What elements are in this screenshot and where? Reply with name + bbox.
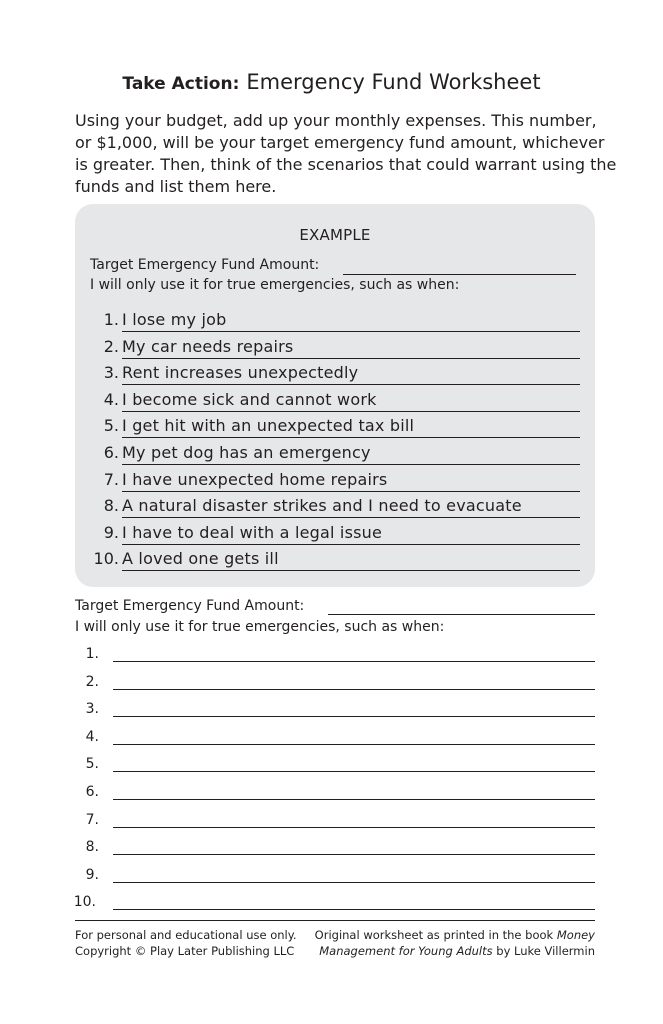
form-item-number: 8. <box>85 839 99 856</box>
example-item-line <box>122 437 580 438</box>
form-item-number: 9. <box>85 866 99 883</box>
title-main: Emergency Fund Worksheet <box>246 70 541 94</box>
form-item-field[interactable] <box>113 744 595 745</box>
example-item-text: My car needs repairs <box>122 336 294 356</box>
example-item-number: 3. <box>103 363 119 383</box>
form-item-number: 6. <box>85 784 99 800</box>
intro-paragraph <box>75 110 617 198</box>
form-target-label: Target Emergency Fund Amount: <box>75 598 305 614</box>
form-item-field[interactable] <box>113 771 595 772</box>
example-item-number: 6. <box>103 443 119 462</box>
form-item-field[interactable] <box>113 689 595 690</box>
example-item-number: 5. <box>103 416 119 436</box>
example-item-line <box>122 358 580 359</box>
example-item-number: 7. <box>103 469 119 489</box>
example-item-text: My pet dog has an emergency <box>122 443 371 462</box>
example-box <box>75 204 595 587</box>
example-item-text: A natural disaster strikes and I need to evacuate <box>122 496 522 516</box>
form-item-number: 4. <box>85 728 99 745</box>
form-item-field[interactable] <box>113 661 595 662</box>
example-item-line <box>122 411 580 412</box>
example-item-text: I have unexpected home repairs <box>122 469 388 489</box>
example-item-number: 4. <box>103 389 119 409</box>
example-item-text: A loved one gets ill <box>122 549 279 569</box>
form-item-field[interactable] <box>113 854 595 855</box>
page-title <box>0 70 663 95</box>
form-item-number: 1. <box>85 646 99 662</box>
example-item-line <box>122 331 580 332</box>
example-item-line <box>122 464 580 465</box>
example-item-number: 2. <box>103 336 119 356</box>
footer-source-line2: Management for Young Adults by Luke Villermin <box>319 944 595 958</box>
example-item-text: I have to deal with a legal issue <box>122 522 383 542</box>
form-target-field[interactable] <box>328 614 595 615</box>
form-item-field[interactable] <box>113 716 595 717</box>
title-prefix: Take Action: <box>122 74 240 94</box>
footer-source-line1: Original worksheet as printed in the book Money <box>314 928 595 942</box>
example-target-line <box>343 274 576 275</box>
example-heading: EXAMPLE <box>299 226 371 244</box>
example-item-line <box>122 491 580 492</box>
intro-line: funds and list them here. <box>75 177 277 196</box>
form-item-field[interactable] <box>113 882 595 883</box>
footer-usage-note: For personal and educational use only. <box>75 928 297 942</box>
example-item-text: I get hit with an unexpected tax bill <box>122 416 415 436</box>
form-item-number: 10. <box>73 894 96 911</box>
example-item-number: 9. <box>103 522 119 542</box>
intro-line: is greater. Then, think of the scenarios that could warrant using the <box>75 155 617 174</box>
example-item-number: 10. <box>93 549 119 569</box>
form-item-number: 7. <box>85 811 99 828</box>
form-item-number: 3. <box>85 701 99 718</box>
example-use-label: I will only use it for true emergencies, such as when: <box>90 277 460 293</box>
example-item-line <box>122 384 580 385</box>
example-item-line <box>122 517 580 518</box>
intro-line: Using your budget, add up your monthly expenses. This number, <box>75 111 597 130</box>
footer-divider <box>75 920 595 921</box>
example-item-number: 1. <box>103 310 119 329</box>
example-item-text: Rent increases unexpectedly <box>122 363 359 383</box>
footer-copyright: Copyright © Play Later Publishing LLC <box>75 944 295 958</box>
form-use-label: I will only use it for true emergencies, such as when: <box>75 619 445 635</box>
example-target-label: Target Emergency Fund Amount: <box>90 257 320 273</box>
footer-left <box>75 927 297 959</box>
form-item-field[interactable] <box>113 909 595 910</box>
intro-line: or $1,000, will be your target emergency fund amount, whichever <box>75 133 605 152</box>
form-item-field[interactable] <box>113 827 595 828</box>
example-item-text: I lose my job <box>122 310 227 329</box>
form-item-field[interactable] <box>113 799 595 800</box>
example-item-number: 8. <box>103 496 119 516</box>
example-item-text: I become sick and cannot work <box>122 389 377 409</box>
example-item-line <box>122 570 580 571</box>
form-item-number: 2. <box>85 673 99 690</box>
form-item-number: 5. <box>85 756 99 773</box>
footer-right <box>315 927 595 959</box>
example-item-line <box>122 544 580 545</box>
